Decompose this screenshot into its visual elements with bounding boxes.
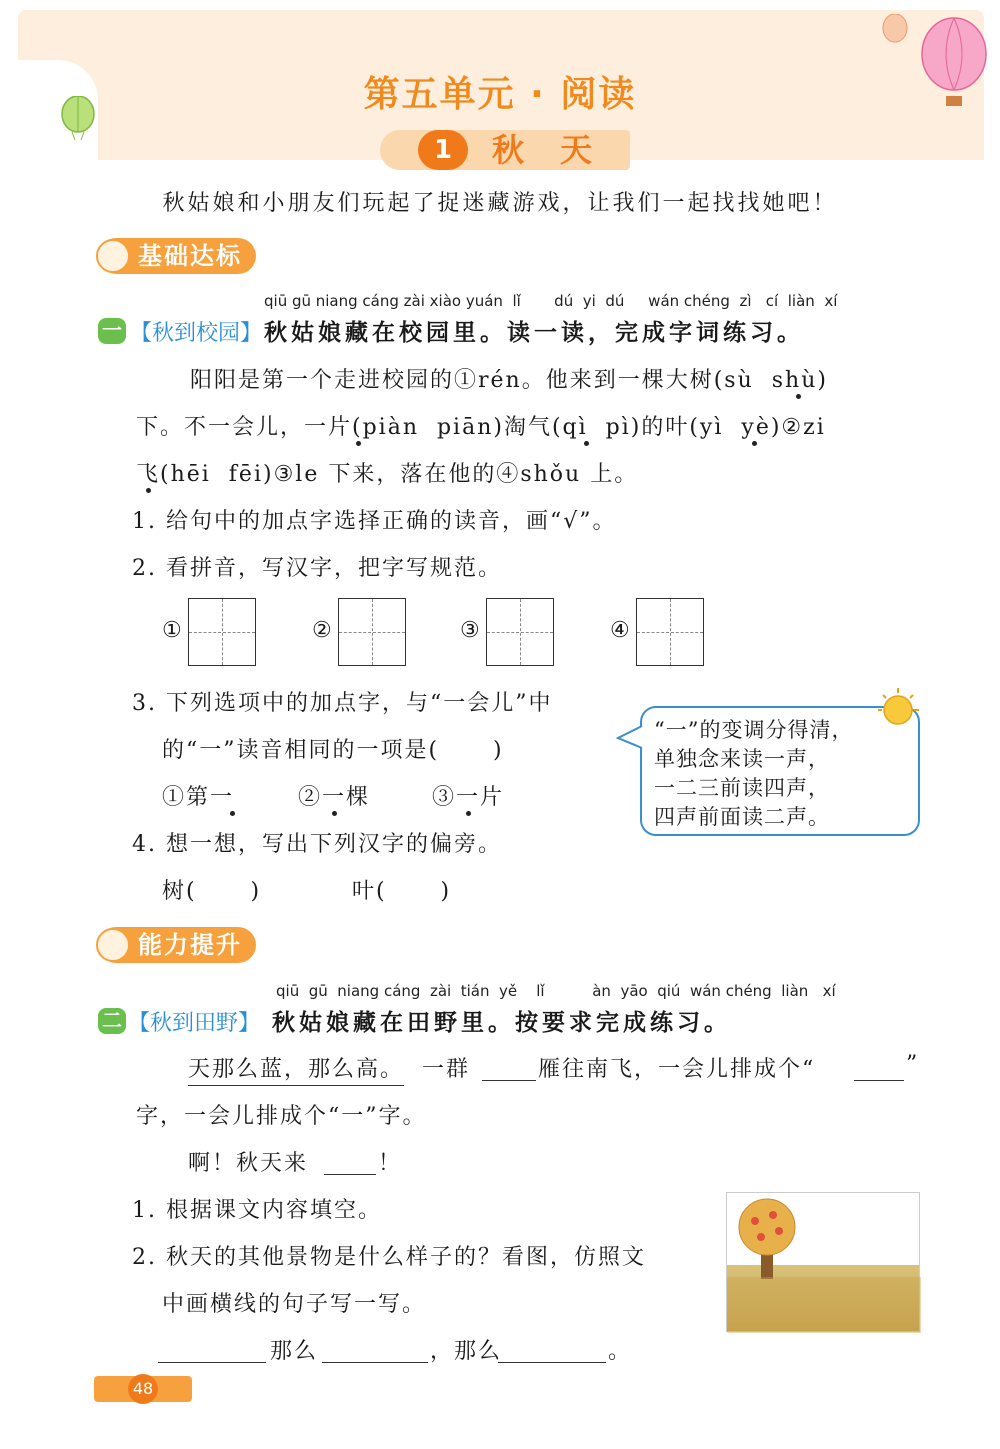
box-label: ③ bbox=[460, 618, 480, 643]
fill-text: 那么 bbox=[270, 1339, 319, 1364]
box-label: ④ bbox=[610, 618, 630, 643]
passage-text: 字，一会儿排成个“一”字。 bbox=[136, 1104, 427, 1129]
speech-tail bbox=[616, 722, 644, 752]
passage-line: 飞(hēi fēi)③le 下来，落在他的④shǒu 上。 bbox=[136, 462, 639, 487]
option-2[interactable]: ②一棵 bbox=[298, 785, 371, 810]
passage-text: ！ bbox=[378, 1151, 403, 1176]
radical-item: 树( ) bbox=[162, 879, 262, 904]
question-marker: 二 bbox=[98, 1008, 126, 1034]
emphasis-dot bbox=[796, 394, 801, 399]
sub-question-1: 1. 根据课文内容填空。 bbox=[132, 1198, 382, 1223]
tip-line: 四声前面读二声。 bbox=[654, 805, 830, 829]
fill-text: 。 bbox=[608, 1339, 633, 1364]
writing-box[interactable] bbox=[636, 598, 704, 666]
option-1[interactable]: ①第一 bbox=[162, 785, 235, 810]
box-label: ① bbox=[162, 618, 182, 643]
fill-blank[interactable] bbox=[498, 1362, 606, 1363]
intro-text: 秋姑娘和小朋友们玩起了捉迷藏游戏，让我们一起找找她吧！ bbox=[162, 191, 838, 216]
fill-blank[interactable] bbox=[158, 1362, 266, 1363]
question-title: 秋姑娘藏在田野里。按要求完成练习。 bbox=[272, 1009, 731, 1036]
tip-line: “一”的变调分得清， bbox=[654, 718, 854, 742]
question-marker: 一 bbox=[98, 318, 126, 344]
emphasis-dot bbox=[230, 811, 235, 816]
sub-question-3-cont: 的“一”读音相同的一项是( ) bbox=[162, 738, 504, 763]
tree-icon bbox=[727, 1193, 921, 1333]
certificate-icon bbox=[96, 928, 130, 962]
sub-question-1: 1. 给句中的加点字选择正确的读音，画“√”。 bbox=[132, 509, 617, 534]
lesson-number: 1 bbox=[418, 130, 468, 170]
fill-blank[interactable] bbox=[324, 1174, 376, 1175]
emphasis-dot bbox=[146, 488, 151, 493]
question-title: 秋姑娘藏在校园里。读一读，完成字词练习。 bbox=[264, 319, 804, 346]
fill-blank[interactable] bbox=[482, 1080, 536, 1081]
option-3[interactable]: ③一片 bbox=[432, 785, 505, 810]
emphasis-dot bbox=[752, 441, 757, 446]
writing-box[interactable] bbox=[188, 598, 256, 666]
section-badge-advanced: 能力提升 bbox=[98, 927, 256, 963]
section-badge-basic: 基础达标 bbox=[98, 238, 256, 274]
passage-text: 一群 bbox=[422, 1057, 471, 1082]
small-balloon-icon bbox=[880, 14, 910, 54]
emphasis-dot bbox=[584, 441, 589, 446]
fill-text: ，那么 bbox=[430, 1339, 503, 1364]
writing-box[interactable] bbox=[338, 598, 406, 666]
medal-icon bbox=[96, 239, 130, 273]
tip-line: 一二三前读四声， bbox=[654, 776, 830, 800]
emphasis-dot bbox=[356, 441, 361, 446]
sun-icon bbox=[872, 686, 924, 732]
fill-blank[interactable] bbox=[854, 1080, 904, 1081]
unit-title: 第五单元 · 阅读 bbox=[363, 74, 637, 115]
fill-blank[interactable] bbox=[322, 1362, 428, 1363]
sub-question-4: 4. 想一想，写出下列汉字的偏旁。 bbox=[132, 832, 502, 857]
question-tag: 【秋到田野】 bbox=[128, 1011, 261, 1036]
radical-item: 叶( ) bbox=[352, 879, 452, 904]
emphasis-dot bbox=[332, 811, 337, 816]
passage-text: 雁往南飞，一会儿排成个“ bbox=[538, 1057, 816, 1082]
title-pinyin: qiū gū niang cáng zài xiào yuán lǐ dú yi dú wán chéng zì cí liàn xí bbox=[264, 292, 838, 310]
underlined-sentence: 天那么蓝，那么高。 bbox=[188, 1052, 404, 1086]
sub-question-2: 2. 看拼音，写汉字，把字写规范。 bbox=[132, 556, 502, 581]
autumn-field-illustration bbox=[726, 1192, 920, 1332]
title-pinyin: qiū gū niang cáng zài tián yě lǐ àn yāo qiú wán chéng liàn xí bbox=[276, 982, 836, 1000]
sub-question-2: 2. 秋天的其他景物是什么样子的？看图，仿照文 bbox=[132, 1245, 646, 1270]
passage-text: ” bbox=[906, 1052, 920, 1077]
sub-question-3: 3. 下列选项中的加点字，与“一会儿”中 bbox=[132, 691, 553, 716]
passage-text: 啊！秋天来 bbox=[188, 1151, 309, 1176]
page-number: 48 bbox=[128, 1374, 158, 1404]
sub-question-2-cont: 中画横线的句子写一写。 bbox=[162, 1292, 427, 1317]
writing-box[interactable] bbox=[486, 598, 554, 666]
emphasis-dot bbox=[466, 811, 471, 816]
lesson-title: 秋天 bbox=[492, 131, 629, 169]
box-label: ② bbox=[312, 618, 332, 643]
tip-line: 单独念来读一声， bbox=[654, 747, 830, 771]
passage-line: 阳阳是第一个走进校园的①rén。他来到一棵大树(sù shù) bbox=[190, 368, 828, 393]
passage-line: 下。不一会儿，一片(piàn piān)淘气(qì pì)的叶(yì yè)②zi bbox=[136, 415, 826, 440]
question-tag: 【秋到校园】 bbox=[130, 321, 263, 346]
